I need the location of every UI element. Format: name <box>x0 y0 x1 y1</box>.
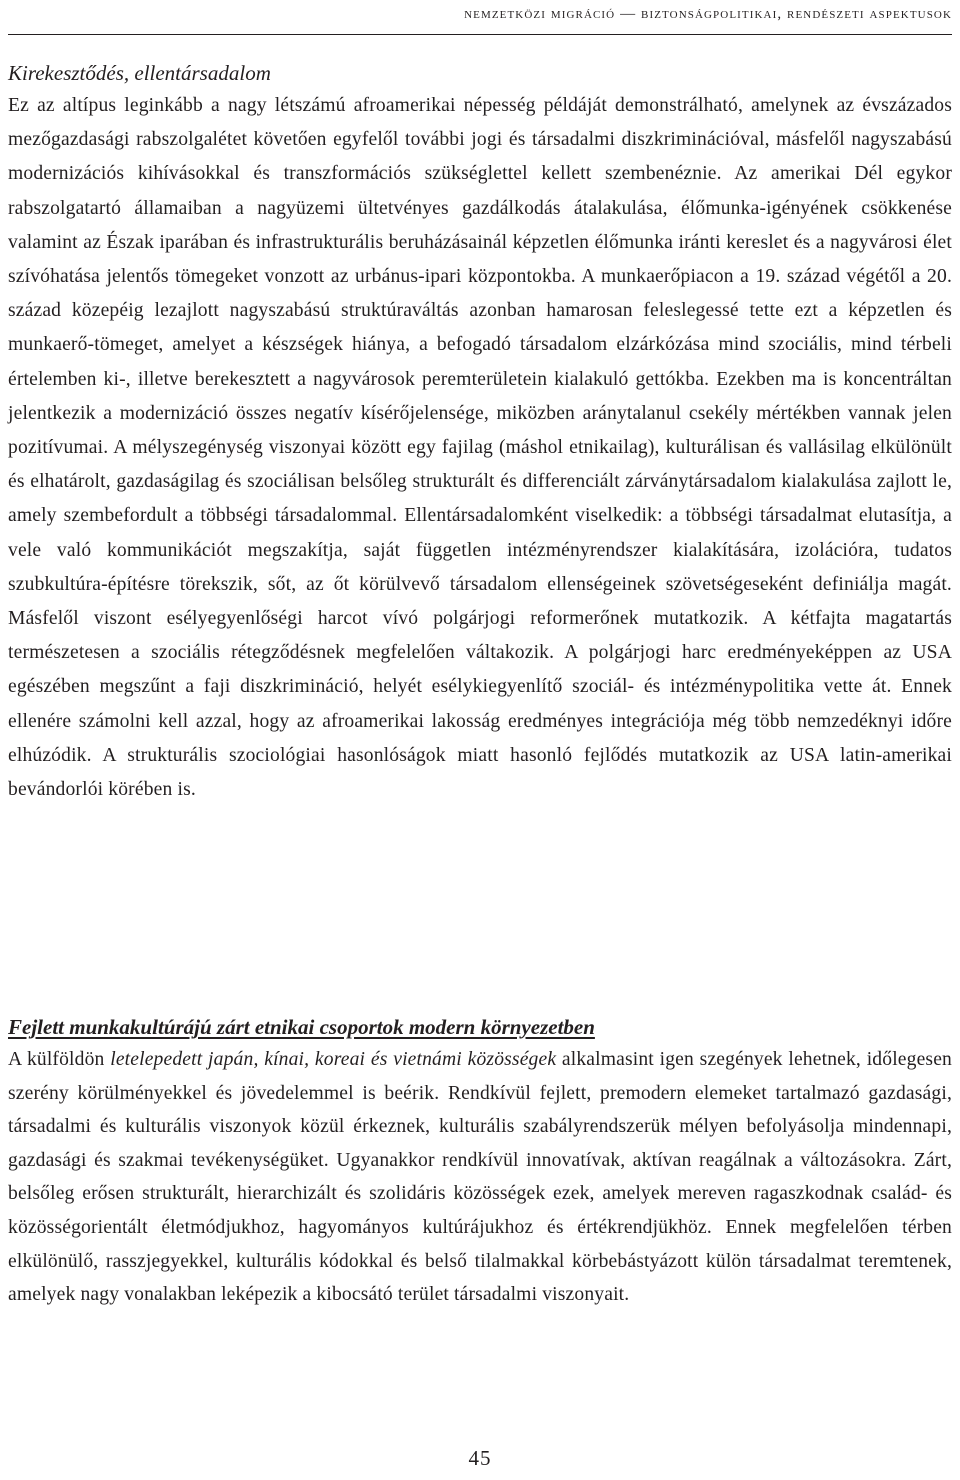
body-paragraph <box>8 1043 952 1312</box>
body-paragraph: Ez az altípus leginkább a nagy létszámú afroamerikai népesség példáját demonstrálható, amelynek az évszázados mezőgazdasági rabszolgalétet követően egyfelől további jogi és társadalmi diszkriminációval, másfelől nagyszabású modernizációs kihívásokkal és transzformációs szükséglettel kellett szembenéznie. Az amerikai Dél egykor rabszolgatartó államaiban a nagyüzemi ültetvényes gazdálkodás átalakulása, élőmunka-igényének csökkenése valamint az Észak iparában és infrastrukturális beruházásainál képzetlen élőmunka iránti kereslet és a nagyvárosi élet szívóhatása jelentős tömegeket vonzott az urbánus-ipari központokba. A munkaerőpiacon a 19. század végétől a 20. század közepéig lezajlott nagyszabású struktúraváltás azonban hamarosan feleslegessé tette ezt a képzetlen és munkaerő-tömeget, amelyet a készségek hiánya, a befogadó társadalom elzárkózása mind szociális, mind térbeli értelemben ki-, illetve berekesztett a nagyvárosok peremterületein kialakuló gettókba. Ezekben ma is koncentráltan jelentkezik a modernizáció összes negatív kísérőjelensége, miközben aránytalanul csekély mértékben vannak jelen pozitívumai. A mélyszegénység viszonyai között egy fajilag (máshol etnikailag), kulturálisan és vallásilag elkülönült és elhatárolt, gazdaságilag és szociálisan belsőleg strukturált és differenciált zárványtársadalom kialakulása zajlott le, amely szembefordult a többségi társadalommal. Ellentársadalomként viselkedik: a többségi társadalmat elutasítja, a vele való kommunikációt megszakítja, saját független intézményrendszer kialakítására, izolációra, tudatos szubkultúra-építésre törekszik, sőt, az őt körülvevő társadalom ellenségeinek szövetségeseként definiálja magát. Másfelől viszont esélyegyenlőségi harcot vívó polgárjogi reformerőnek mutatkozik. A kétfajta magatartás természetesen a szociális rétegződésnek megfelelően váltakozik. A polgárjogi harc eredményeképpen az USA egészében megszűnt a faji diszkrimináció, helyét esélykiegyenlítő szociál- és intézménypolitika vette át. Ennek ellenére számolni kell azzal, hogy az afroamerikai lakosság eredményes integrációja még több nemzedéknyi időre elhúzódik. A strukturális szociológiai hasonlóságok miatt hasonló fejlődés mutatkozik az USA latin-amerikai bevándorlói körében is. <box>8 95 952 801</box>
section-closed-ethnic-groups <box>8 1012 952 1312</box>
header-rule <box>8 34 952 35</box>
page-number: 45 <box>468 1446 492 1470</box>
section-exclusion <box>8 58 952 807</box>
section-title: Fejlett munkakultúrájú zárt etnikai csoportok modern környezetben <box>8 1015 595 1039</box>
paragraph-rest: alkalmasint igen szegények lehetnek, időlegesen szerény körülményekkel és jövedelemmel is beérik. Rendkívül fejlett, premodern elemeket tartalmazó gazdasági, társadalmi és kulturális viszonyok közül érkeznek, kulturális szabályrendszerük mélyen befolyásolja mindennapi, gazdasági és szakmai tevékenységüket. Ugyanakkor rendkívül innovatívak, aktívan reagálnak a változásokra. Zárt, belsőleg erősen strukturált, hierarchizált és szolidáris közösségek ezek, amelyek mereven ragaszkodnak család- és közösségorientált életmódjukhoz, hagyományos kultúrájukhoz és értékrendjükhöz. Ennek megfelelően térben elkülönülő, rasszjegyekkel, kulturális kódokkal és belső tilalmakkal körbebástyázott külön társadalmat teremtenek, amelyek nagy vonalakban leképezik a kibocsátó terület társadalmi viszonyait. <box>8 1049 952 1306</box>
paragraph-lead: A külföldön <box>8 1049 111 1070</box>
running-header: nemzetközi migráció — biztonságpolitikai, rendészeti aspektusok <box>464 6 952 22</box>
section-title: Kirekesztődés, ellentársadalom <box>8 61 271 85</box>
paragraph-emphasis: letelepedett japán, kínai, koreai és vietnámi közösségek <box>110 1049 557 1070</box>
